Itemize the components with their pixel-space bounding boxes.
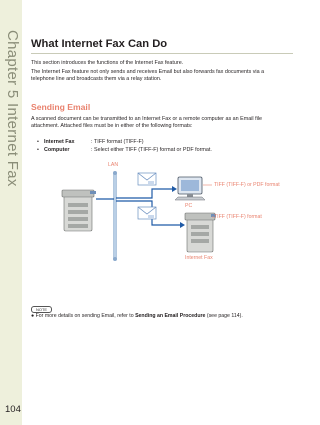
fax-route-arrow — [180, 222, 185, 228]
pc-route-line — [116, 189, 172, 198]
section-paragraph: A scanned document can be transmitted to an Internet Fax or a remote computer as an Email file attachment. Attached files must be in either of the following formats: — [31, 116, 263, 129]
title-divider — [31, 53, 293, 54]
note-badge: NOTE — [31, 306, 52, 313]
list-item-term: Internet Fax — [44, 139, 75, 145]
list-item — [37, 139, 212, 147]
format-list — [37, 139, 212, 154]
note-prefix: For more details on sending Email, refer to — [35, 313, 136, 319]
chapter-sidebar — [0, 0, 22, 425]
intro-paragraph-1: This section introduces the functions of the Internet Fax feature. — [31, 60, 184, 66]
internet-fax-label: Internet Fax — [185, 255, 213, 261]
chapter-label: Chapter 5 Internet Fax — [4, 30, 21, 187]
fax-format-label: TIFF (TIFF-F) format — [214, 214, 262, 220]
pc-format-label: TIFF (TIFF-F) or PDF format — [214, 182, 280, 188]
sending-email-diagram — [60, 163, 290, 263]
network-diagram-graphic — [60, 163, 290, 263]
note-text — [31, 313, 243, 320]
lan-terminator-top — [113, 171, 117, 175]
pc-icon — [175, 177, 205, 200]
note-reference: Sending an Email Procedure — [135, 313, 206, 319]
note-bullet: ● — [31, 313, 35, 319]
lan-backbone — [114, 173, 117, 259]
page-number: 104 — [5, 404, 21, 415]
list-item — [37, 147, 212, 155]
lan-label: LAN — [108, 162, 119, 168]
email-envelope-icon — [138, 173, 156, 185]
intro-paragraph-2: The Internet Fax feature not only sends and receives Email but also forwards fax documents via a telephone line and broadcasts them via a relay station. — [31, 69, 265, 82]
section-heading: Sending Email — [31, 102, 91, 112]
internet-fax-machine-icon — [185, 213, 216, 252]
note-suffix: (see page 114). — [205, 313, 243, 319]
pc-label: PC — [185, 203, 193, 209]
source-machine-icon — [62, 190, 96, 231]
lan-terminator-bottom — [113, 257, 117, 261]
pc-route-arrow — [172, 186, 177, 192]
list-item-term: Computer — [44, 146, 70, 153]
list-item-desc: : Select either TIFF (TIFF-F) format or PDF format. — [91, 146, 212, 153]
page-title: What Internet Fax Can Do — [31, 38, 168, 50]
list-item-desc: : TIFF format (TIFF-F) — [91, 139, 144, 145]
email-envelope-icon — [138, 207, 156, 219]
